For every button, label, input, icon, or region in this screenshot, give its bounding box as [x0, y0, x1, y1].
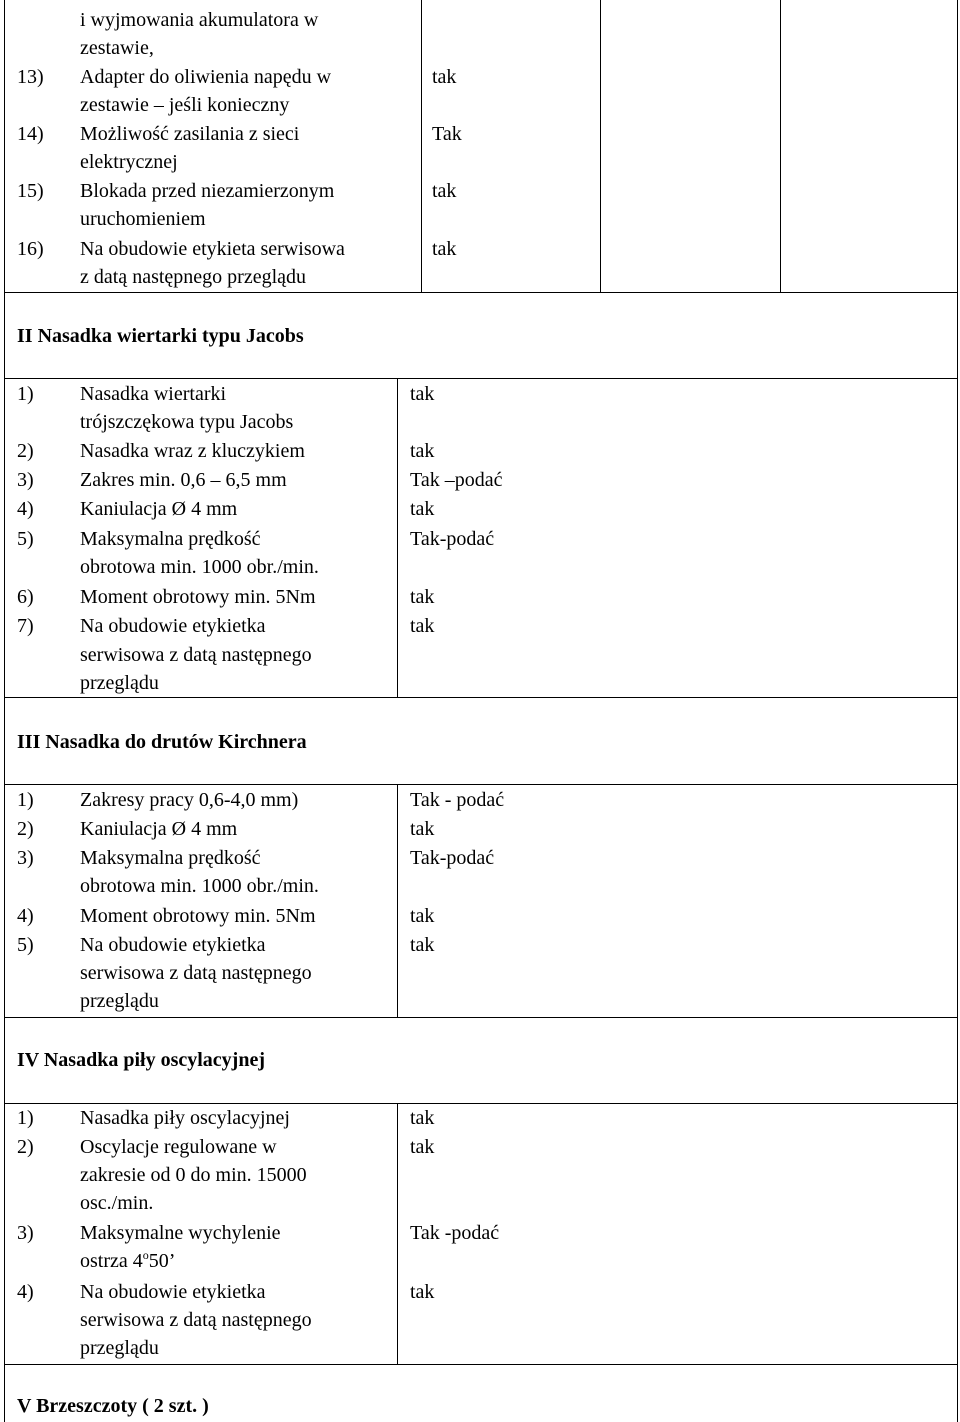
- item-text: Kaniulacja Ø 4 mm: [80, 498, 238, 520]
- item-text: obrotowa min. 1000 obr./min.: [80, 875, 319, 897]
- item-text: Na obudowie etykietka: [80, 615, 266, 637]
- item-number: 5): [17, 934, 34, 956]
- item-text-part: 50’: [148, 1250, 176, 1272]
- item-number: 1): [17, 789, 34, 811]
- section-heading: IV Nasadka piły oscylacyjnej: [17, 1049, 265, 1071]
- item-text: zestawie,: [80, 37, 154, 59]
- section-heading: V Brzeszczoty ( 2 szt. ): [17, 1395, 209, 1417]
- item-text: serwisowa z datą następnego: [80, 1309, 312, 1331]
- item-text: zakresie od 0 do min. 15000: [80, 1164, 307, 1186]
- item-text: Moment obrotowy min. 5Nm: [80, 905, 316, 927]
- item-text: elektrycznej: [80, 151, 178, 173]
- item-number: 14): [17, 123, 44, 145]
- item-number: 6): [17, 586, 34, 608]
- item-text: Zakresy pracy 0,6-4,0 mm): [80, 789, 299, 811]
- item-text: Maksymalna prędkość: [80, 528, 261, 550]
- section-heading: II Nasadka wiertarki typu Jacobs: [17, 325, 304, 347]
- item-number: 5): [17, 528, 34, 550]
- item-number: 4): [17, 498, 34, 520]
- item-value: tak: [432, 180, 457, 202]
- item-text: [80, 1247, 175, 1275]
- item-text: Maksymalne wychylenie: [80, 1222, 281, 1244]
- section-heading: III Nasadka do drutów Kirchnera: [17, 731, 307, 753]
- item-value: Tak - podać: [410, 789, 505, 811]
- item-value: Tak: [432, 123, 462, 145]
- item-number: 2): [17, 1136, 34, 1158]
- item-text: z datą następnego przeglądu: [80, 266, 307, 288]
- degree-superscript: o: [142, 1248, 149, 1262]
- item-text: Adapter do oliwienia napędu w: [80, 66, 332, 88]
- item-text: Maksymalna prędkość: [80, 847, 261, 869]
- item-value: tak: [410, 440, 435, 462]
- item-value: Tak-podać: [410, 847, 495, 869]
- item-value: Tak –podać: [410, 469, 503, 491]
- item-value: tak: [410, 498, 435, 520]
- item-text: obrotowa min. 1000 obr./min.: [80, 556, 319, 578]
- item-text: osc./min.: [80, 1192, 154, 1214]
- item-number: 13): [17, 66, 44, 88]
- item-number: 3): [17, 1222, 34, 1244]
- item-text: Na obudowie etykieta serwisowa: [80, 238, 345, 260]
- item-text: uruchomieniem: [80, 208, 206, 230]
- item-number: 1): [17, 1107, 34, 1129]
- item-text: zestawie – jeśli konieczny: [80, 94, 290, 116]
- item-value: tak: [432, 238, 457, 260]
- item-number: 4): [17, 1281, 34, 1303]
- item-value: Tak -podać: [410, 1222, 500, 1244]
- item-text: Na obudowie etykietka: [80, 1281, 266, 1303]
- item-text: Oscylacje regulowane w: [80, 1136, 277, 1158]
- item-text: i wyjmowania akumulatora w: [80, 9, 319, 31]
- item-value: tak: [410, 586, 435, 608]
- item-text: Możliwość zasilania z sieci: [80, 123, 300, 145]
- item-number: 3): [17, 847, 34, 869]
- item-text: przeglądu: [80, 672, 159, 694]
- item-text: Nasadka wraz z kluczykiem: [80, 440, 305, 462]
- item-value: tak: [410, 934, 435, 956]
- item-value: tak: [410, 383, 435, 405]
- item-value: tak: [432, 66, 457, 88]
- item-value: tak: [410, 905, 435, 927]
- item-text: Nasadka wiertarki: [80, 383, 227, 405]
- item-text: przeglądu: [80, 990, 159, 1012]
- item-number: 2): [17, 440, 34, 462]
- item-text: Nasadka piły oscylacyjnej: [80, 1107, 290, 1129]
- item-value: tak: [410, 1136, 435, 1158]
- item-number: 7): [17, 615, 34, 637]
- item-text: serwisowa z datą następnego: [80, 962, 312, 984]
- item-text: trójszczękowa typu Jacobs: [80, 411, 294, 433]
- item-value: tak: [410, 1107, 435, 1129]
- item-text: Blokada przed niezamierzonym: [80, 180, 335, 202]
- item-text: Moment obrotowy min. 5Nm: [80, 586, 316, 608]
- item-value: tak: [410, 1281, 435, 1303]
- item-value: tak: [410, 818, 435, 840]
- item-number: 15): [17, 180, 44, 202]
- item-text: przeglądu: [80, 1337, 159, 1359]
- item-value: tak: [410, 615, 435, 637]
- item-number: 2): [17, 818, 34, 840]
- item-number: 4): [17, 905, 34, 927]
- item-text: Zakres min. 0,6 – 6,5 mm: [80, 469, 287, 491]
- item-number: 16): [17, 238, 44, 260]
- item-text: Kaniulacja Ø 4 mm: [80, 818, 238, 840]
- item-value: Tak-podać: [410, 528, 495, 550]
- item-text: Na obudowie etykietka: [80, 934, 266, 956]
- item-number: 1): [17, 383, 34, 405]
- item-text: serwisowa z datą następnego: [80, 644, 312, 666]
- item-text-part: ostrza 4: [80, 1250, 143, 1272]
- item-number: 3): [17, 469, 34, 491]
